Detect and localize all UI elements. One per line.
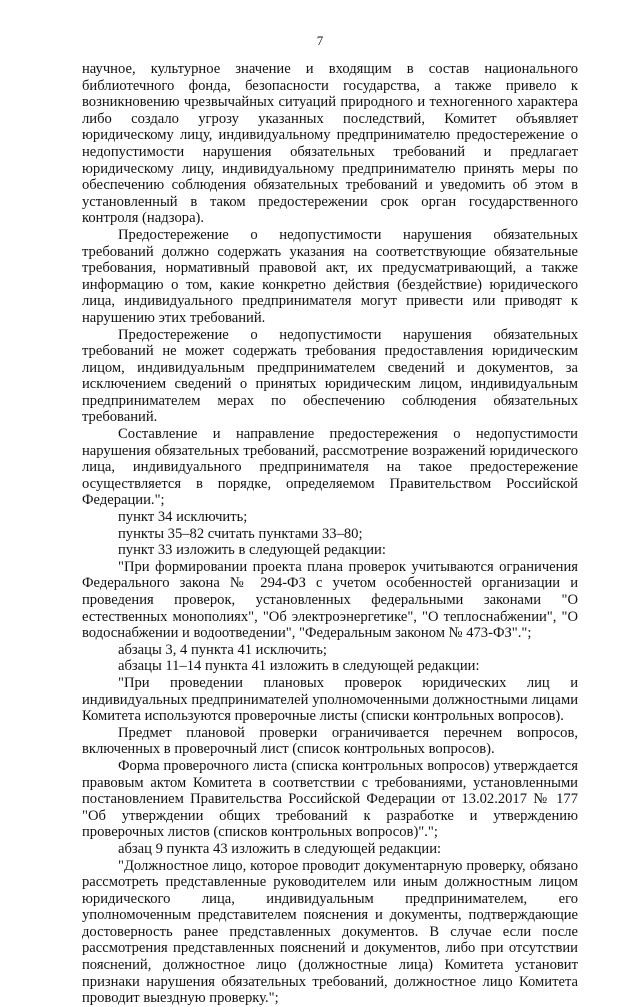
paragraph: пункты 35–82 считать пунктами 33–80; (118, 525, 363, 542)
paragraph: Предмет плановой проверки ограничивается перечнем вопросов, включенных в проверочный лист (список контрольных вопросов). (82, 724, 578, 758)
paragraph: "При проведении плановых проверок юридических лиц и индивидуальных предпринимателей уполномоченными должностными лицами Комитета используются проверочные листы (списки контрольных вопросов). (82, 674, 578, 725)
page-number: 7 (316, 33, 324, 48)
paragraph: абзацы 11–14 пункта 41 изложить в следующей редакции: (118, 658, 480, 675)
paragraph: абзац 9 пункта 43 изложить в следующей редакции: (118, 840, 442, 857)
paragraph: пункт 34 исключить; (118, 509, 248, 526)
paragraph: Предостережение о недопустимости нарушения обязательных требований должно содержать указания на соответствующие обязательные требования, нормативный правовой акт, их предусматривающий, а также информацию о том, какие конкретно действия (бездействие) юридического лица, индивидуального предпринимателя могут привести или приводят к нарушению этих требований. (82, 226, 578, 326)
paragraph: Составление и направление предостережения о недопустимости нарушения обязательных требований, рассмотрение возражений юридического лица, индивидуального предпринимателя на такое предостережение осуществляется в порядке, определяемом Правительством Российской Федерации."; (82, 426, 578, 509)
paragraph: Предостережение о недопустимости нарушения обязательных требований не может содержать требования предоставления юридическим лицом, индивидуальным предпринимателем сведений и документов, за исключением сведений о принятых юридическим лицом, индивидуальным предпринимателем мерах по обеспечению соблюдения обязательных требований. (82, 326, 578, 426)
paragraph: "Должностное лицо, которое проводит документарную проверку, обязано рассмотреть представленные руководителем или иным должностным лицом юридического лица, индивидуальным предпринимателем, его уполномоченным представителем пояснения и документы, подтверждающие достоверность ранее представленных документов. В случае если после рассмотрения представленных пояснений и документов, либо при отсутствии пояснений, должностное лицо (должностные лица) Комитета установит признаки нарушения обязательных требований, должностное лицо Комитета проводит выездную проверку."; (82, 857, 578, 1007)
paragraph: "При формировании проекта плана проверок учитываются ограничения Федерального закона № 294-ФЗ с учетом особенностей организации и проведения проверок, установленных федеральными законами "О естественных монополиях", "Об электроэнергетике", "О теплоснабжении", "О водоснабжении и водоотведении", "Федеральным законом № 473-ФЗ"."; (82, 558, 578, 642)
paragraph: научное, культурное значение и входящим в состав национального библиотечного фонда, безопасности государства, а также привело к возникновению чрезвычайных ситуаций природного и техногенного характера либо создало угрозу указанных последствий, Комитет объявляет юридическому лицу, индивидуальному предпринимателю предостережение о недопустимости нарушения обязательных требований и предлагает юридическому лицу, индивидуальному предпринимателю принять меры по обеспечению соблюдения обязательных требований и уведомить об этом в установленный в таком предостережении срок орган государственного контроля (надзора). (82, 61, 578, 227)
paragraph: абзацы 3, 4 пункта 41 исключить; (118, 641, 327, 658)
document-body (82, 61, 578, 1007)
paragraph: пункт 33 изложить в следующей редакции: (118, 542, 386, 559)
paragraph: Форма проверочного листа (списка контрольных вопросов) утверждается правовым актом Комитета в соответствии с требованиями, установленными постановлением Правительства Российской Федерации от 13.02.2017 № 177 "Об утверждении общих требований к разработке и утверждению проверочных листов (списков контрольных вопросов)"."; (82, 757, 578, 841)
